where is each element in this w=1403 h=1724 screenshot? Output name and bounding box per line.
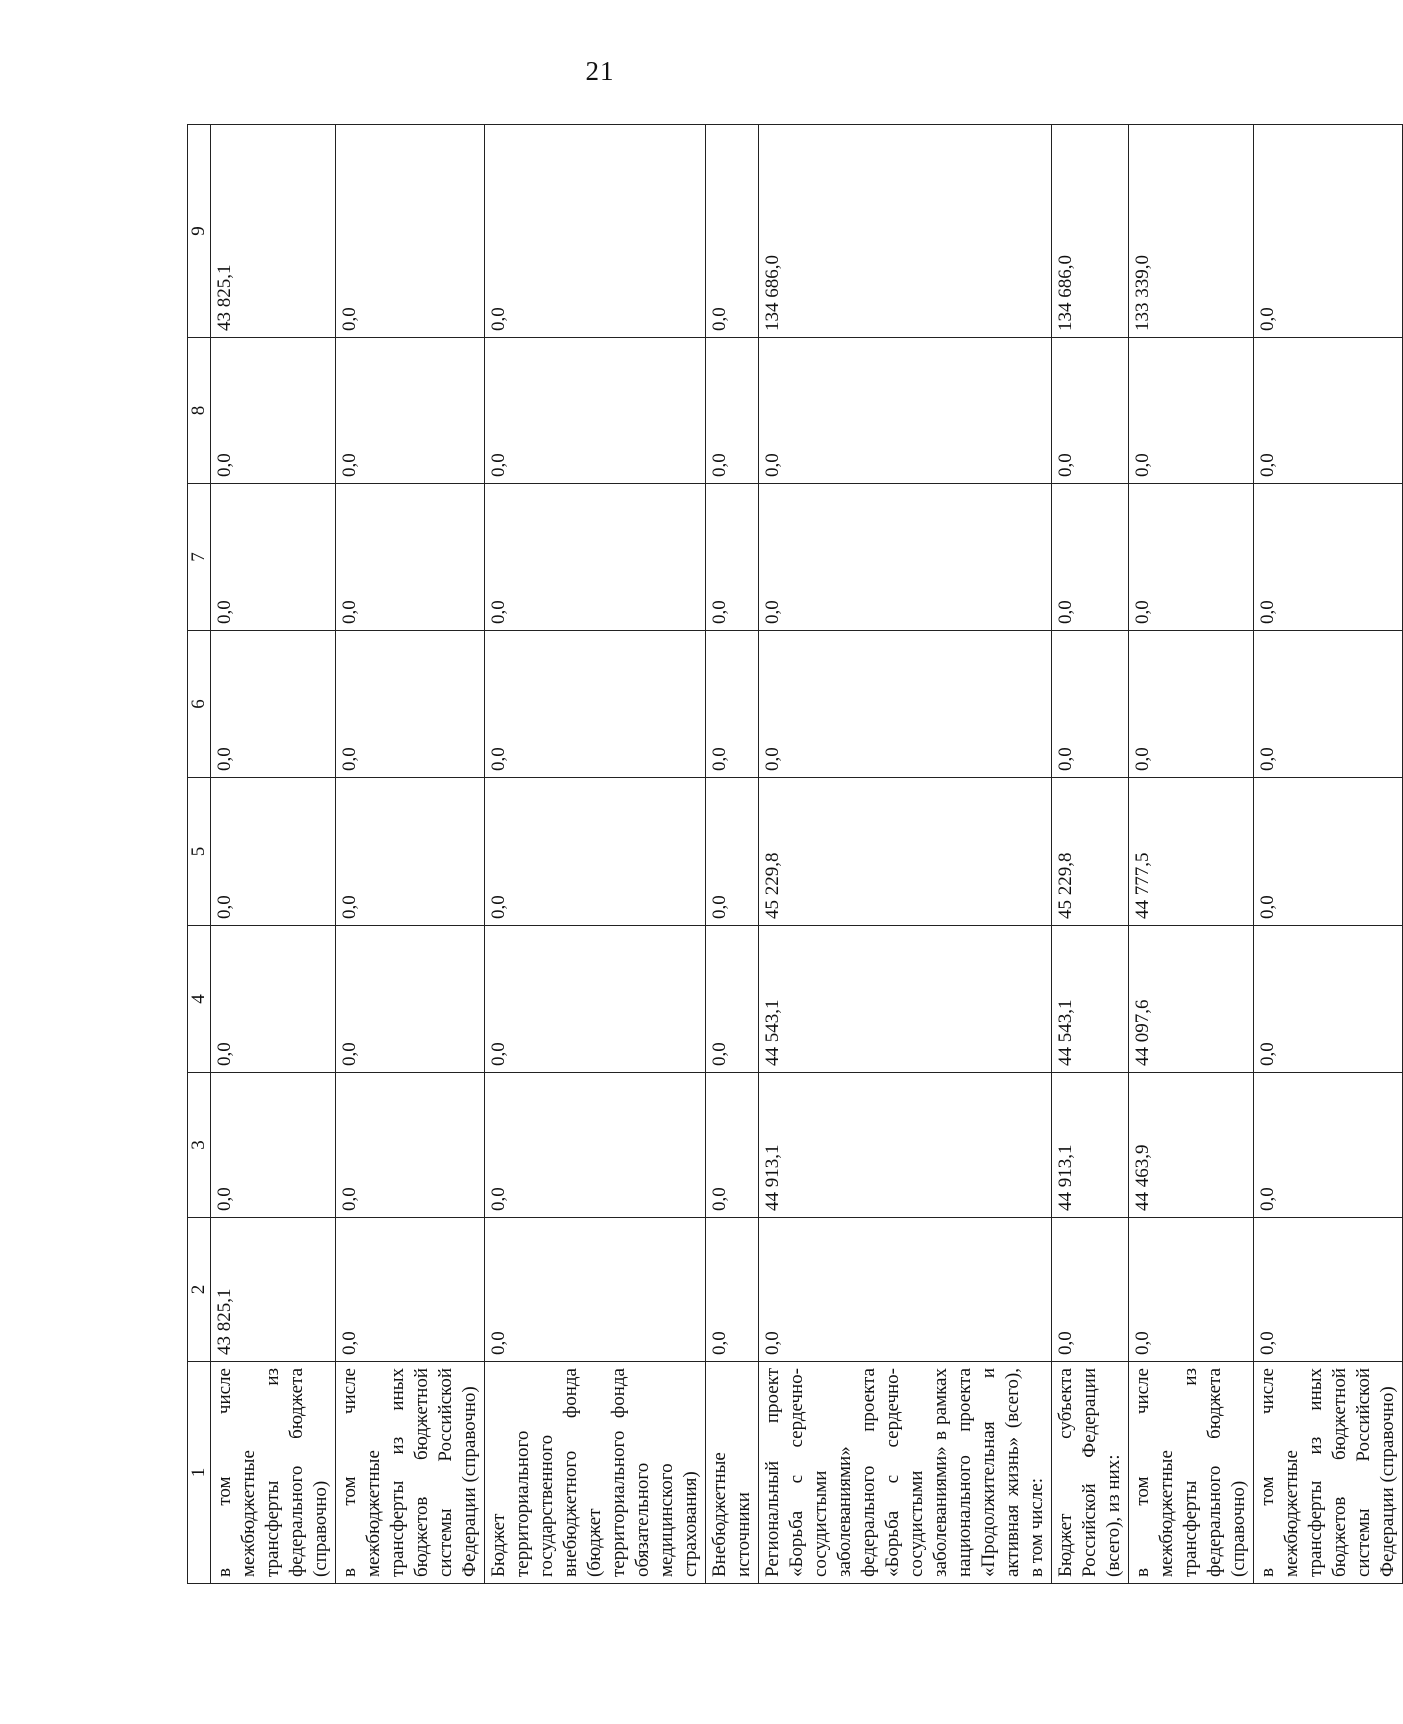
value-cell: 0,0 [485,338,706,484]
value-cell: 134 686,0 [1052,125,1129,338]
value-cell: 0,0 [1052,631,1129,778]
value-cell: 0,0 [485,1073,706,1218]
row-label: в том числе межбюджетные трансферты из иных бюджетов бюджетной системы Российской Федерации (справочно) [336,1362,485,1584]
row-label: Бюджет субъекта Российской Федерации (всего), из них: [1052,1362,1129,1584]
value-cell: 0,0 [211,1073,336,1218]
value-cell: 0,0 [1129,631,1254,778]
value-cell: 0,0 [1254,1073,1403,1218]
row-label: в том числе межбюджетные трансферты из федерального бюджета (справочно) [1129,1362,1254,1584]
value-cell: 0,0 [211,484,336,631]
table-row [759,125,1052,1584]
value-cell: 0,0 [1129,1218,1254,1362]
value-cell: 0,0 [485,125,706,338]
value-cell: 0,0 [336,631,485,778]
value-cell: 0,0 [1254,631,1403,778]
value-cell: 0,0 [706,125,759,338]
value-cell: 0,0 [336,926,485,1073]
value-cell: 0,0 [1254,125,1403,338]
table-row [485,125,706,1584]
value-cell: 0,0 [759,338,1052,484]
header-cell: 7 [188,484,211,631]
budget-table [187,124,1403,1584]
value-cell: 0,0 [706,484,759,631]
value-cell: 0,0 [1052,1218,1129,1362]
value-cell: 0,0 [706,778,759,926]
value-cell: 43 825,1 [211,125,336,338]
value-cell: 44 543,1 [1052,926,1129,1073]
value-cell: 0,0 [759,631,1052,778]
value-cell: 0,0 [1254,778,1403,926]
header-cell: 2 [188,1218,211,1362]
value-cell: 0,0 [336,778,485,926]
value-cell: 0,0 [759,1218,1052,1362]
header-cell: 3 [188,1073,211,1218]
row-label: в том числе межбюджетные трансферты из федерального бюджета (справочно) [211,1362,336,1584]
table-row [211,125,336,1584]
table-row [1254,125,1403,1584]
value-cell: 44 913,1 [1052,1073,1129,1218]
value-cell: 0,0 [1052,484,1129,631]
row-label: Бюджет территориального государственного внебюджетного фонда (бюджет территориального фонда обязательного медицинского страхования) [485,1362,706,1584]
value-cell: 134 686,0 [759,125,1052,338]
value-cell: 44 543,1 [759,926,1052,1073]
table-row [1129,125,1254,1584]
value-cell: 0,0 [706,926,759,1073]
value-cell: 0,0 [1129,484,1254,631]
table-row [706,125,759,1584]
value-cell: 0,0 [336,125,485,338]
value-cell: 0,0 [485,926,706,1073]
table-row [1052,125,1129,1584]
value-cell: 0,0 [485,484,706,631]
value-cell: 0,0 [759,484,1052,631]
value-cell: 45 229,8 [759,778,1052,926]
header-cell: 5 [188,778,211,926]
value-cell: 0,0 [211,778,336,926]
value-cell: 0,0 [336,338,485,484]
value-cell: 0,0 [211,926,336,1073]
header-cell: 8 [188,338,211,484]
row-label: Внебюджетные источники [706,1362,759,1584]
table-row [336,125,485,1584]
value-cell: 0,0 [1129,338,1254,484]
value-cell: 0,0 [211,338,336,484]
row-label: в том числе межбюджетные трансферты из иных бюджетов бюджетной системы Российской Федерации (справочно) [1254,1362,1403,1584]
value-cell: 0,0 [706,631,759,778]
value-cell: 43 825,1 [211,1218,336,1362]
header-row [188,125,211,1584]
value-cell: 0,0 [485,1218,706,1362]
value-cell: 0,0 [1254,926,1403,1073]
value-cell: 0,0 [485,778,706,926]
value-cell: 44 097,6 [1129,926,1254,1073]
header-cell: 6 [188,631,211,778]
value-cell: 0,0 [706,338,759,484]
value-cell: 0,0 [1254,338,1403,484]
table-body [188,125,1403,1584]
header-cell: 9 [188,125,211,338]
value-cell: 0,0 [706,1218,759,1362]
value-cell: 45 229,8 [1052,778,1129,926]
value-cell: 0,0 [1254,1218,1403,1362]
value-cell: 0,0 [336,1073,485,1218]
value-cell: 0,0 [1254,484,1403,631]
value-cell: 0,0 [336,1218,485,1362]
value-cell: 44 463,9 [1129,1073,1254,1218]
value-cell: 133 339,0 [1129,125,1254,338]
value-cell: 0,0 [1052,338,1129,484]
page-number: 21 [585,56,615,86]
value-cell: 44 913,1 [759,1073,1052,1218]
header-cell: 1 [188,1362,211,1584]
value-cell: 0,0 [336,484,485,631]
header-cell: 4 [188,926,211,1073]
row-label: Региональный проект «Борьба с сердечно-сосудистыми заболеваниями» федерального проекта «Борьба с сердечно-сосудистыми заболеваниями» в рамках национального проекта «Продолжительная и активная жизнь» (всего), в том числе: [759,1362,1052,1584]
value-cell: 44 777,5 [1129,778,1254,926]
rotated-table-wrapper [187,125,1398,1584]
value-cell: 0,0 [211,631,336,778]
value-cell: 0,0 [706,1073,759,1218]
value-cell: 0,0 [485,631,706,778]
